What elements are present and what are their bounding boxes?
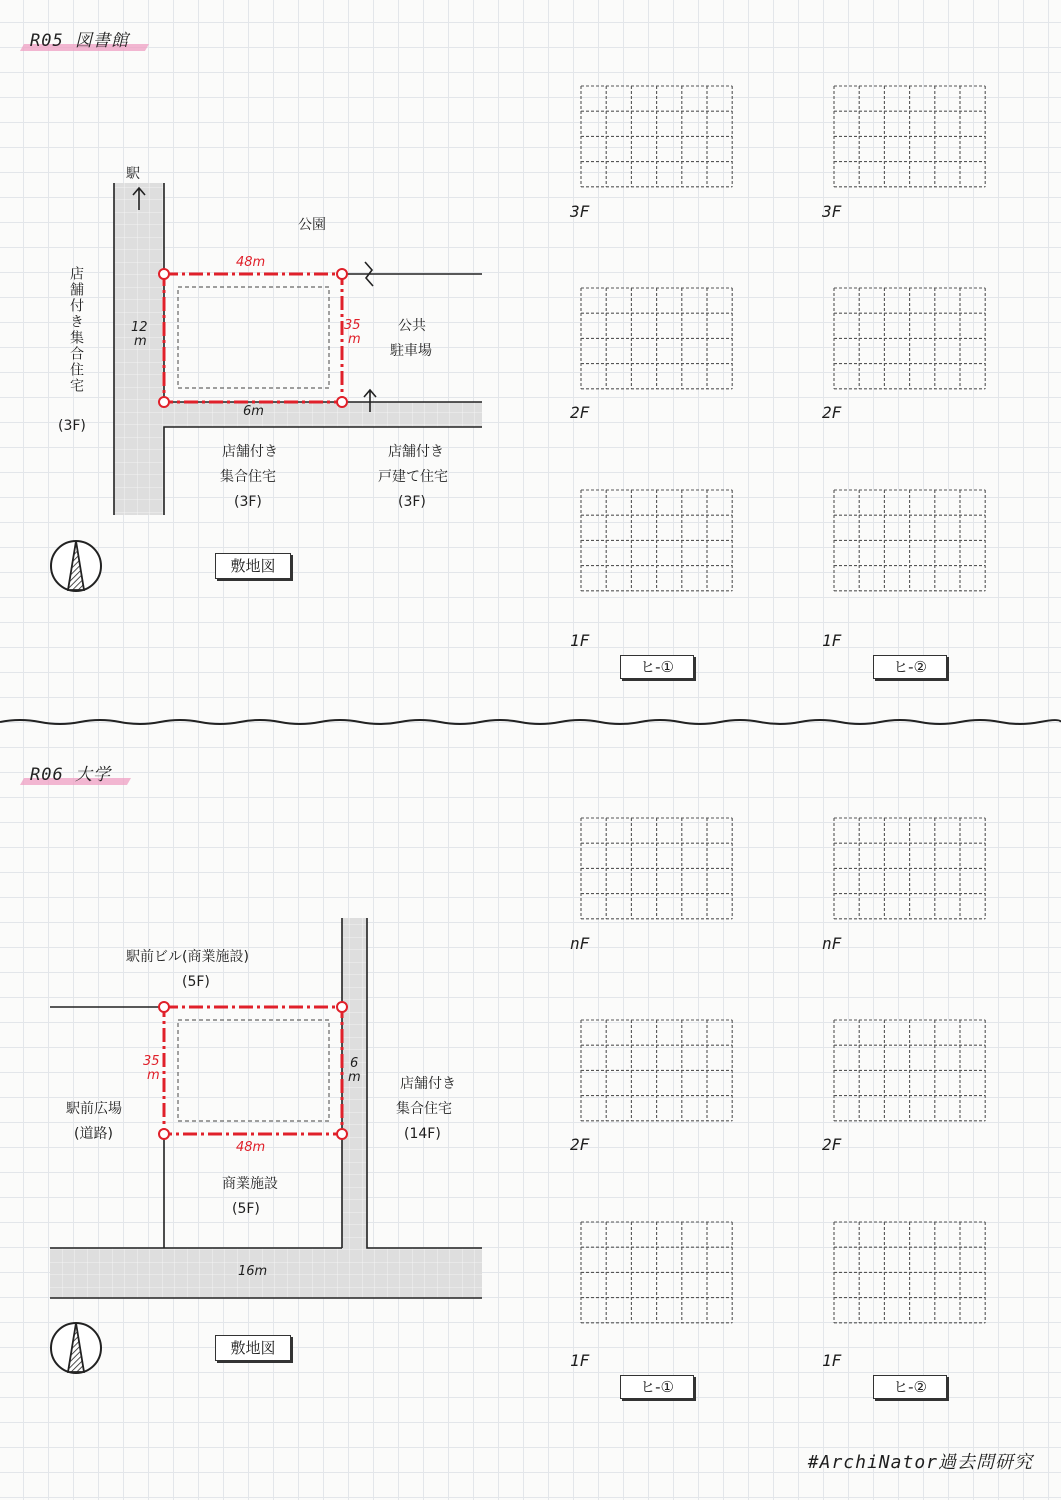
road-west xyxy=(114,183,164,515)
plan-label-1: ヒ-① xyxy=(620,655,694,679)
west-building-floors: (3F) xyxy=(58,418,86,434)
east-building-label-1: 店舗付き xyxy=(400,1076,456,1092)
north-building-label-1: 駅前ビル(商業施設) xyxy=(126,949,249,965)
floor-label: 3F xyxy=(570,202,590,221)
floor-plan-grid xyxy=(834,818,985,919)
floor-plan-grid xyxy=(834,490,985,591)
north-arrow-icon xyxy=(51,1323,101,1373)
park-label: 公園 xyxy=(298,217,326,233)
site-map-tag: 敷地図 xyxy=(215,553,291,579)
east-building-label-3: (14F) xyxy=(404,1126,441,1142)
south-building-label-2: (5F) xyxy=(232,1201,260,1217)
west-building-label: 店舗付き集合住宅 xyxy=(68,266,84,394)
floor-label: 1F xyxy=(570,631,590,650)
dim-depth-r06-num: 35 xyxy=(143,1054,160,1069)
site-boundary-r06 xyxy=(159,1002,347,1139)
road-south xyxy=(164,402,482,427)
floor-label: 2F xyxy=(822,403,842,422)
west-label-2: (道路) xyxy=(74,1126,113,1142)
road-west-width-unit: m xyxy=(134,334,147,349)
road-west-width-num: 12 xyxy=(131,320,148,335)
floor-label: 2F xyxy=(570,403,590,422)
floor-label: nF xyxy=(822,934,842,953)
floor-plan-grid xyxy=(834,1020,985,1121)
dim-depth-r05-num: 35 xyxy=(344,318,361,333)
floor-plan-grid xyxy=(581,288,732,389)
section-tag-r06: R06 大学 xyxy=(26,758,119,785)
floor-label: nF xyxy=(570,934,590,953)
floor-label: 1F xyxy=(822,631,842,650)
floor-plan-grid xyxy=(581,86,732,187)
south-right-label-3: (3F) xyxy=(398,494,426,510)
floor-plan-grid xyxy=(834,288,985,389)
footer-hashtag: #ArchiNator過去問研究 xyxy=(807,1452,1033,1473)
floor-plan-grid xyxy=(581,1222,732,1323)
site-map-tag: 敷地図 xyxy=(215,1335,291,1361)
road-south-width-16m: 16m xyxy=(238,1264,268,1279)
west-label-1: 駅前広場 xyxy=(66,1101,122,1117)
floor-plan-grid xyxy=(581,1020,732,1121)
plan-label-1: ヒ-① xyxy=(620,1375,694,1399)
dim-depth-r05-unit: m xyxy=(348,332,361,347)
plan-grids xyxy=(581,86,985,1323)
road-east-width-unit: m xyxy=(348,1070,361,1085)
south-building-label-1: 商業施設 xyxy=(222,1176,278,1192)
parking-label-1: 公共 xyxy=(398,318,426,334)
dim-depth-r06-unit: m xyxy=(147,1068,160,1083)
station-label: 駅 xyxy=(126,166,140,182)
floor-plan-grid xyxy=(581,818,732,919)
north-building-label-2: (5F) xyxy=(182,974,210,990)
floor-label: 1F xyxy=(570,1351,590,1370)
road-east-width-num: 6 xyxy=(350,1056,359,1071)
south-right-label-1: 店舗付き xyxy=(388,444,444,460)
south-left-label-2: 集合住宅 xyxy=(220,469,276,485)
floor-label: 2F xyxy=(822,1135,842,1154)
floor-plan-grid xyxy=(834,86,985,187)
east-building-label-2: 集合住宅 xyxy=(396,1101,452,1117)
floor-plan-grid xyxy=(581,490,732,591)
south-left-label-1: 店舗付き xyxy=(222,444,278,460)
dim-width-r06: 48m xyxy=(236,1140,266,1155)
section-divider xyxy=(0,720,1061,724)
floor-label: 3F xyxy=(822,202,842,221)
dim-width-r05: 48m xyxy=(236,255,266,270)
south-right-label-2: 戸建て住宅 xyxy=(378,469,448,485)
plan-label-2: ヒ-② xyxy=(873,1375,947,1399)
floor-plan-grid xyxy=(834,1222,985,1323)
site-boundary-r05 xyxy=(159,269,347,407)
parking-label-2: 駐車場 xyxy=(390,343,432,359)
south-left-label-3: (3F) xyxy=(234,494,262,510)
floor-label: 2F xyxy=(570,1135,590,1154)
section-tag-r05: R05 図書館 xyxy=(26,24,137,51)
plan-label-2: ヒ-② xyxy=(873,655,947,679)
road-south-width: 6m xyxy=(243,404,264,419)
floor-label: 1F xyxy=(822,1351,842,1370)
north-arrow-icon xyxy=(51,541,101,591)
